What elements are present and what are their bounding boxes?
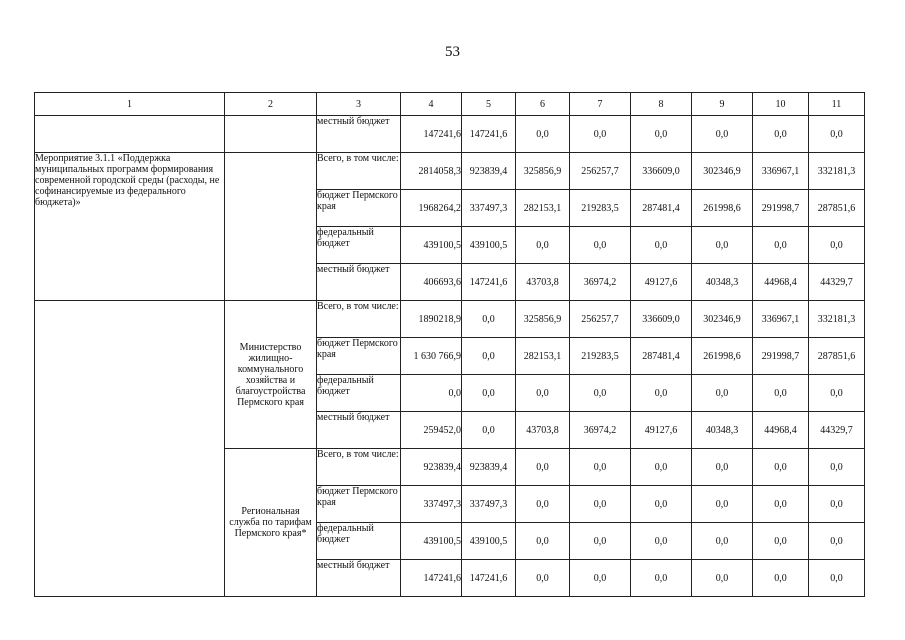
- funding-source: Всего, в том числе:: [317, 153, 401, 190]
- value-cell: 44968,4: [753, 264, 809, 301]
- value-cell: 261998,6: [692, 338, 753, 375]
- value-cell: 332181,3: [809, 153, 865, 190]
- value-cell: 0,0: [570, 227, 631, 264]
- value-cell: 287851,6: [809, 338, 865, 375]
- value-cell: 0,0: [692, 227, 753, 264]
- value-cell: 0,0: [692, 449, 753, 486]
- value-cell: 259452,0: [401, 412, 462, 449]
- funding-source: местный бюджет: [317, 116, 401, 153]
- header-cell: 4: [401, 93, 462, 116]
- value-cell: 302346,9: [692, 301, 753, 338]
- value-cell: 337497,3: [462, 190, 516, 227]
- value-cell: 0,0: [631, 375, 692, 412]
- value-cell: 0,0: [570, 523, 631, 560]
- value-cell: 0,0: [753, 486, 809, 523]
- value-cell: 439100,5: [462, 523, 516, 560]
- table-row: [35, 301, 865, 338]
- funding-source: бюджет Пермского края: [317, 190, 401, 227]
- value-cell: 0,0: [631, 227, 692, 264]
- value-cell: 0,0: [753, 375, 809, 412]
- value-cell: 219283,5: [570, 338, 631, 375]
- header-cell: 8: [631, 93, 692, 116]
- measure-continued: [35, 301, 225, 597]
- page-number: 53: [445, 44, 460, 60]
- value-cell: 923839,4: [462, 153, 516, 190]
- value-cell: 325856,9: [516, 301, 570, 338]
- value-cell: 0,0: [692, 486, 753, 523]
- value-cell: 0,0: [570, 375, 631, 412]
- value-cell: 0,0: [753, 523, 809, 560]
- value-cell: 0,0: [631, 486, 692, 523]
- value-cell: 44968,4: [753, 412, 809, 449]
- value-cell: 0,0: [516, 560, 570, 597]
- value-cell: 0,0: [570, 560, 631, 597]
- value-cell: 0,0: [516, 449, 570, 486]
- value-cell: 0,0: [631, 449, 692, 486]
- org-ministry: Министерство жилищно-коммунального хозяйства и благоустройства Пермского края: [225, 301, 317, 449]
- value-cell: 439100,5: [401, 523, 462, 560]
- value-cell: 0,0: [753, 449, 809, 486]
- value-cell: 0,0: [631, 560, 692, 597]
- value-cell: 302346,9: [692, 153, 753, 190]
- funding-source: местный бюджет: [317, 264, 401, 301]
- value-cell: 147241,6: [462, 264, 516, 301]
- measure-title: Мероприятие 3.1.1 «Поддержка муниципальных программ формирования современной городской среды (расходы, не софинансируемые из федерального бюджета)»: [35, 153, 225, 301]
- value-cell: 1968264,2: [401, 190, 462, 227]
- value-cell: 0,0: [753, 227, 809, 264]
- value-cell: 0,0: [809, 486, 865, 523]
- header-cell: 2: [225, 93, 317, 116]
- value-cell: 36974,2: [570, 264, 631, 301]
- value-cell: 287851,6: [809, 190, 865, 227]
- value-cell: 256257,7: [570, 153, 631, 190]
- value-cell: 0,0: [809, 449, 865, 486]
- funding-source: федеральный бюджет: [317, 227, 401, 264]
- row-measure-empty: [35, 116, 225, 153]
- value-cell: 0,0: [631, 116, 692, 153]
- value-cell: 291998,7: [753, 190, 809, 227]
- value-cell: 2814058,3: [401, 153, 462, 190]
- value-cell: 0,0: [401, 375, 462, 412]
- value-cell: 0,0: [570, 449, 631, 486]
- table-row: [35, 153, 865, 190]
- header-cell: 11: [809, 93, 865, 116]
- value-cell: 0,0: [570, 486, 631, 523]
- value-cell: 0,0: [692, 375, 753, 412]
- value-cell: 0,0: [692, 116, 753, 153]
- value-cell: 44329,7: [809, 264, 865, 301]
- value-cell: 336609,0: [631, 301, 692, 338]
- value-cell: 282153,1: [516, 338, 570, 375]
- value-cell: 1890218,9: [401, 301, 462, 338]
- value-cell: 337497,3: [401, 486, 462, 523]
- value-cell: 0,0: [516, 116, 570, 153]
- value-cell: 147241,6: [462, 560, 516, 597]
- value-cell: 287481,4: [631, 190, 692, 227]
- value-cell: 49127,6: [631, 264, 692, 301]
- value-cell: 923839,4: [462, 449, 516, 486]
- value-cell: 43703,8: [516, 264, 570, 301]
- header-cell: 5: [462, 93, 516, 116]
- value-cell: 0,0: [753, 116, 809, 153]
- value-cell: 261998,6: [692, 190, 753, 227]
- funding-source: бюджет Пермского края: [317, 486, 401, 523]
- header-cell: 6: [516, 93, 570, 116]
- funding-source: федеральный бюджет: [317, 375, 401, 412]
- value-cell: 0,0: [462, 338, 516, 375]
- value-cell: 147241,6: [401, 560, 462, 597]
- value-cell: 0,0: [516, 523, 570, 560]
- funding-source: бюджет Пермского края: [317, 338, 401, 375]
- value-cell: 44329,7: [809, 412, 865, 449]
- funding-source: федеральный бюджет: [317, 523, 401, 560]
- value-cell: 147241,6: [401, 116, 462, 153]
- table-row: [35, 116, 865, 153]
- value-cell: 332181,3: [809, 301, 865, 338]
- header-cell: 10: [753, 93, 809, 116]
- value-cell: 0,0: [516, 486, 570, 523]
- value-cell: 291998,7: [753, 338, 809, 375]
- value-cell: 336609,0: [631, 153, 692, 190]
- value-cell: 43703,8: [516, 412, 570, 449]
- value-cell: 36974,2: [570, 412, 631, 449]
- value-cell: 0,0: [570, 116, 631, 153]
- row-org-empty: [225, 116, 317, 153]
- budget-table: [34, 92, 865, 597]
- value-cell: 287481,4: [631, 338, 692, 375]
- header-cell: 7: [570, 93, 631, 116]
- header-row: [35, 93, 865, 116]
- value-cell: 0,0: [809, 560, 865, 597]
- value-cell: 0,0: [753, 560, 809, 597]
- value-cell: 0,0: [809, 116, 865, 153]
- org-regional-tariff-service: Региональная служба по тарифам Пермского края*: [225, 449, 317, 597]
- value-cell: 219283,5: [570, 190, 631, 227]
- value-cell: 0,0: [809, 375, 865, 412]
- value-cell: 439100,5: [462, 227, 516, 264]
- value-cell: 49127,6: [631, 412, 692, 449]
- value-cell: 0,0: [516, 227, 570, 264]
- value-cell: 406693,6: [401, 264, 462, 301]
- value-cell: 0,0: [462, 412, 516, 449]
- header-cell: 3: [317, 93, 401, 116]
- value-cell: 0,0: [692, 560, 753, 597]
- value-cell: 0,0: [462, 375, 516, 412]
- value-cell: 923839,4: [401, 449, 462, 486]
- header-cell: 9: [692, 93, 753, 116]
- value-cell: 256257,7: [570, 301, 631, 338]
- value-cell: 0,0: [809, 227, 865, 264]
- header-cell: 1: [35, 93, 225, 116]
- value-cell: 40348,3: [692, 264, 753, 301]
- funding-source: местный бюджет: [317, 560, 401, 597]
- value-cell: 40348,3: [692, 412, 753, 449]
- value-cell: 0,0: [462, 301, 516, 338]
- funding-source: Всего, в том числе:: [317, 301, 401, 338]
- value-cell: 439100,5: [401, 227, 462, 264]
- value-cell: 336967,1: [753, 301, 809, 338]
- value-cell: 0,0: [809, 523, 865, 560]
- value-cell: 1 630 766,9: [401, 338, 462, 375]
- value-cell: 147241,6: [462, 116, 516, 153]
- value-cell: 0,0: [631, 523, 692, 560]
- value-cell: 0,0: [516, 375, 570, 412]
- funding-source: местный бюджет: [317, 412, 401, 449]
- value-cell: 337497,3: [462, 486, 516, 523]
- funding-source: Всего, в том числе:: [317, 449, 401, 486]
- value-cell: 325856,9: [516, 153, 570, 190]
- value-cell: 0,0: [692, 523, 753, 560]
- value-cell: 336967,1: [753, 153, 809, 190]
- value-cell: 282153,1: [516, 190, 570, 227]
- org-empty: [225, 153, 317, 301]
